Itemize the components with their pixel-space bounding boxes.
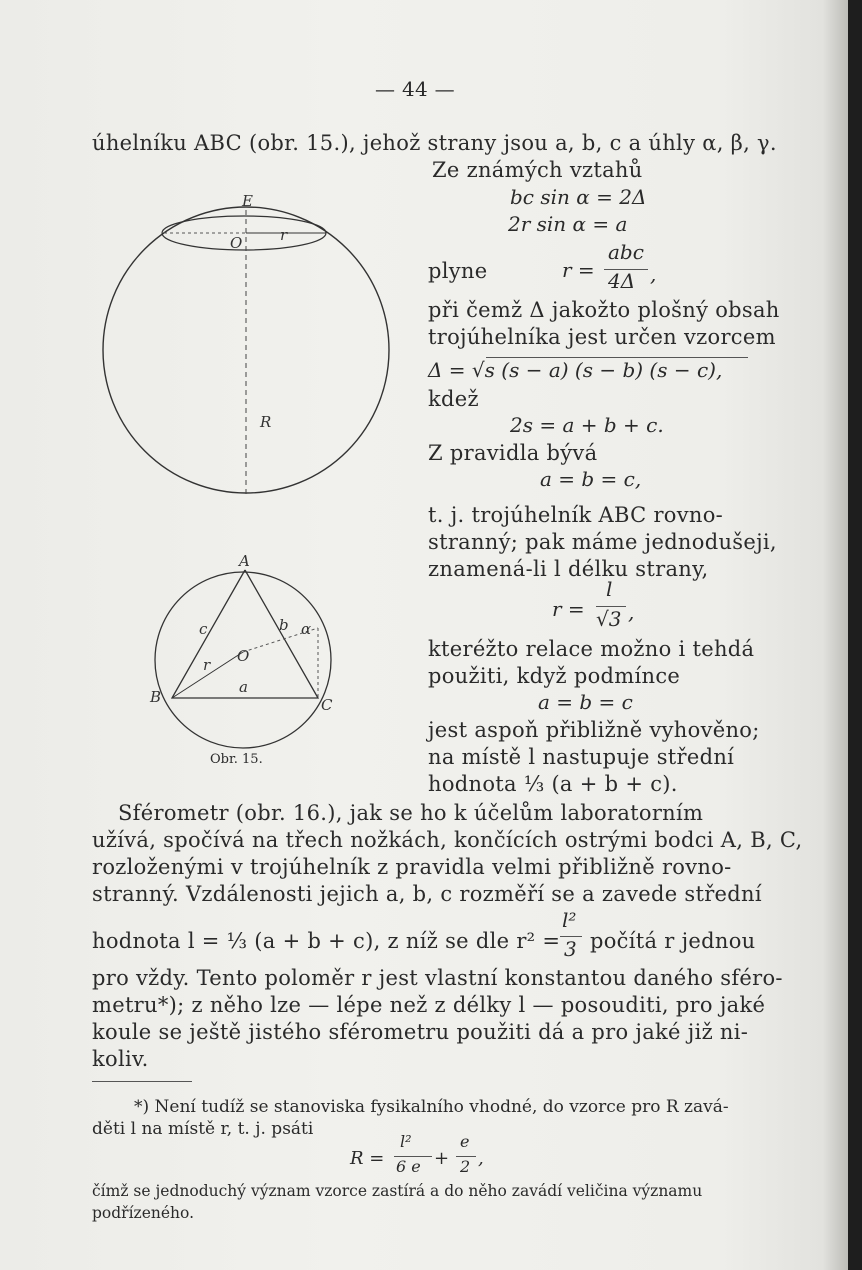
text-line: stranný; pak máme jednodušeji, [428,530,777,554]
fraction-numerator: l² [400,1132,412,1151]
label-r: r [203,656,211,674]
text-line: Sférometr (obr. 16.), jak se ho k účelům laboratorním [118,801,704,825]
punctuation: , [478,1148,484,1169]
text-word: kdež [428,387,479,411]
text-line: Ze známých vztahů [432,158,643,182]
label-O: O [237,647,250,665]
equation-lhs: R = [350,1148,385,1169]
footnote-line: *) Není tudíž se stanoviska fysikalního vhodné, do vzorce pro R zavá- [134,1097,729,1117]
equation-lhs: r = [562,258,595,282]
text-line: jest aspoň přibližně vyhověno; [428,718,760,742]
text-line: použiti, když podmínce [428,664,681,688]
text-line: počítá r jednou [590,929,756,953]
label-alpha: α [301,620,312,638]
text-line: kteréžto relace možno i tehdá [428,637,755,661]
equation: Δ = √s (s − a) (s − b) (s − c), [428,358,723,382]
operator: + [434,1148,450,1169]
label-r: r [280,226,288,244]
page-edge-shadow [848,0,862,1270]
text-line: pro vždy. Tento poloměr r jest vlastní konstantou daného sféro- [92,966,783,990]
label-E: E [242,192,253,210]
label-O: O [230,234,243,252]
page-number: — 44 — [375,77,455,101]
fraction-numerator: l [606,577,613,601]
label-C: C [321,696,333,714]
fraction-denominator: 4Δ [608,269,636,293]
footnote-line: děti l na místě r, t. j. psáti [92,1119,314,1139]
text-line: hodnota l = ⅓ (a + b + c), z níž se dle r² = [92,929,561,953]
text-line: při čemž Δ jakožto plošný obsah [428,298,780,322]
equation: 2s = a + b + c. [510,413,664,437]
fraction-denominator: 3 [564,937,577,961]
text-line: koliv. [92,1047,149,1071]
punctuation: , [628,600,635,624]
triangle-figure [145,550,345,750]
sphere-figure [96,190,396,510]
text-line: metru*); z něho lze — lépe než z délky l — posouditi, pro jaké [92,993,766,1017]
equation: a = b = c [538,690,633,714]
figure-caption: Obr. 15. [210,752,263,767]
fraction-numerator: e [460,1132,470,1151]
text-line: na místě l nastupuje střední [428,745,735,769]
fraction-denominator: 6 e [396,1157,421,1176]
text-line: úhelníku ABC (obr. 15.), jehož strany jsou a, b, c a úhly α, β, γ. [92,131,777,155]
text-line: hodnota ⅓ (a + b + c). [428,772,678,796]
text-line: koule se ještě jistého sférometru použiti dá a pro jaké již ni- [92,1020,749,1044]
footnote-line: podřízeného. [92,1204,195,1222]
label-A: A [239,552,250,570]
fraction-denominator: 2 [460,1157,471,1176]
text-line: trojúhelníka jest určen vzorcem [428,325,776,349]
fraction-numerator: abc [608,240,644,264]
fraction-numerator: l² [562,908,577,932]
equation-lhs: r = [552,597,585,621]
footnote-rule [92,1081,192,1082]
equation: bc sin α = 2Δ [510,185,647,209]
label-b: b [279,616,289,634]
punctuation: , [650,262,657,286]
label-c: c [199,620,208,638]
text-line: užívá, spočívá na třech nožkách, končících ostrými bodci A, B, C, [92,828,803,852]
text-line: Z pravidla bývá [428,441,598,465]
label-B: B [150,688,162,706]
text-line: stranný. Vzdálenosti jejich a, b, c rozměří se a zavede střední [92,882,762,906]
text-line: rozloženými v trojúhelník z pravidla velmi přibližně rovno- [92,855,732,879]
label-a: a [239,678,248,696]
text-word: plyne [428,259,488,283]
text-line: t. j. trojúhelník ABC rovno- [428,503,724,527]
equation: 2r sin α = a [508,212,628,236]
label-R: R [260,413,272,431]
equation: a = b = c, [540,467,642,491]
text-line: znamená-li l délku strany, [428,557,709,581]
footnote-line: čímž se jednoduchý význam vzorce zastírá a do něho zavádí veličina významu [92,1182,703,1200]
fraction-denominator: √3 [596,607,622,631]
